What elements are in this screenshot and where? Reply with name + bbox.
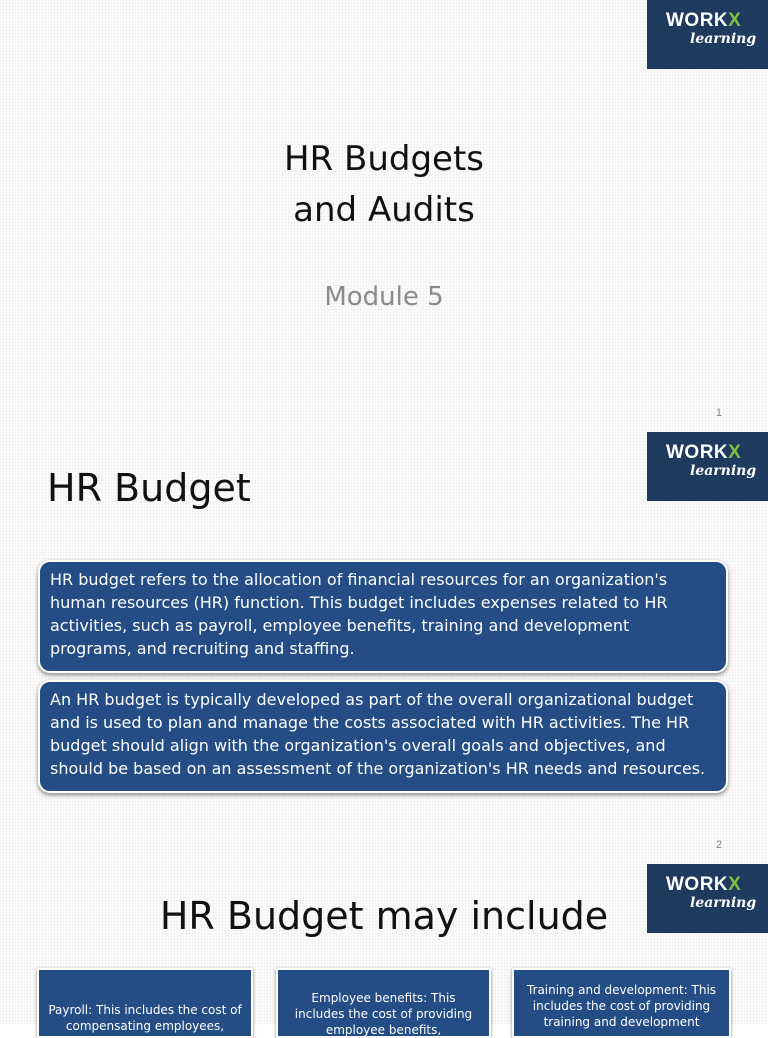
workx-learning-logo [647,0,768,69]
slide-3 [0,864,768,1037]
logo-x-text: X [728,874,742,895]
slide-1 [0,0,768,432]
logo-work-text: WORK [666,874,729,895]
logo-work-text: WORK [666,442,729,463]
slide-title: HR Budget may include [159,894,609,938]
logo-x-text: X [728,442,742,463]
logo-learning-text: learning [690,31,757,47]
card-employee-benefits: Employee benefits: This includes the cost of providing employee benefits, [276,968,491,1038]
logo-work-text: WORK [666,10,729,31]
info-box-development: An HR budget is typically developed as part of the overall organizational budget and is used to plan and manage the costs associated with HR activities. The HR budget should align with the organization's overall goals and objectives, and should be based on an assessment of the organization's HR needs and resources. [38,680,728,793]
logo-learning-text: learning [690,895,757,911]
slide-2 [0,432,768,864]
slide-number: 2 [715,839,722,851]
card-payroll: Payroll: This includes the cost of compensating employees, [37,968,253,1038]
logo-learning-text: learning [690,463,757,479]
slide-number: 1 [715,407,722,419]
slide-title-line-1: HR Budgets [284,139,484,179]
card-training-development: Training and development: This includes the cost of providing training and development [512,968,731,1038]
slide-title-line-2: and Audits [293,190,475,230]
slide-title [0,134,768,236]
slide-subtitle: Module 5 [324,282,444,312]
slide-title: HR Budget [47,466,251,510]
info-box-definition: HR budget refers to the allocation of financial resources for an organization's human resources (HR) function. This budget includes expenses related to HR activities, such as payroll, employee benefits, training and development programs, and recruiting and staffing. [38,560,728,673]
workx-learning-logo [647,432,768,501]
logo-x-text: X [728,10,742,31]
